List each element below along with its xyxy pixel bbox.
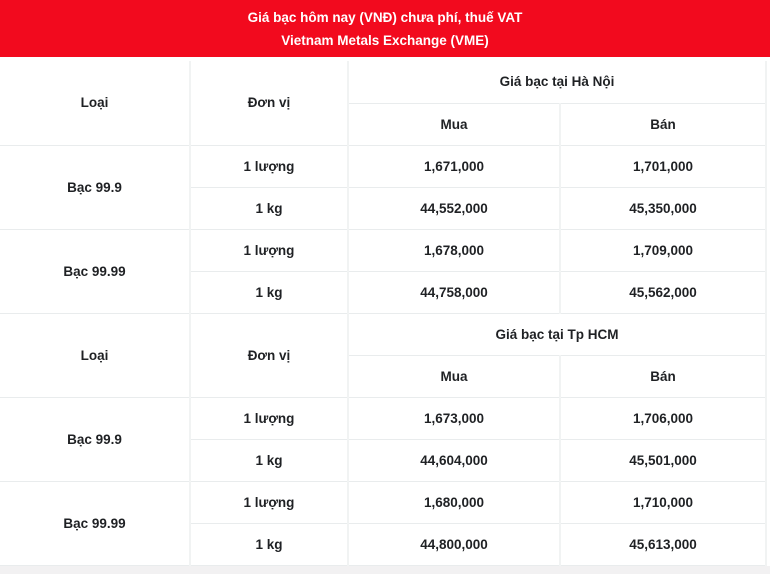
cell-sell-price: 1,701,000 bbox=[560, 145, 766, 187]
cell-unit: 1 kg bbox=[190, 523, 348, 565]
cell-unit: 1 lượng bbox=[190, 481, 348, 523]
table-row bbox=[0, 313, 766, 355]
cell-type: Bạc 99.9 bbox=[0, 397, 190, 481]
cell-sell-price: 1,706,000 bbox=[560, 397, 766, 439]
table-row bbox=[0, 481, 766, 523]
col-header-ban: Bán bbox=[560, 355, 766, 397]
col-header-donvi: Đơn vị bbox=[190, 61, 348, 145]
col-header-loai: Loại bbox=[0, 61, 190, 145]
cell-type: Bạc 99.99 bbox=[0, 229, 190, 313]
table-row bbox=[0, 61, 766, 103]
cell-buy-price: 44,758,000 bbox=[348, 271, 560, 313]
col-header-donvi: Đơn vị bbox=[190, 313, 348, 397]
col-header-ban: Bán bbox=[560, 103, 766, 145]
col-header-mua: Mua bbox=[348, 355, 560, 397]
banner-title-line2: Vietnam Metals Exchange (VME) bbox=[281, 32, 489, 48]
cell-sell-price: 45,501,000 bbox=[560, 439, 766, 481]
market-header-hcm: Giá bạc tại Tp HCM bbox=[348, 313, 766, 355]
cell-unit: 1 kg bbox=[190, 439, 348, 481]
col-header-loai: Loại bbox=[0, 313, 190, 397]
cell-sell-price: 1,710,000 bbox=[560, 481, 766, 523]
silver-price-table bbox=[0, 61, 767, 566]
cell-unit: 1 lượng bbox=[190, 145, 348, 187]
cell-buy-price: 1,671,000 bbox=[348, 145, 560, 187]
table-row bbox=[0, 229, 766, 271]
cell-buy-price: 1,673,000 bbox=[348, 397, 560, 439]
cell-type: Bạc 99.9 bbox=[0, 145, 190, 229]
table-row bbox=[0, 397, 766, 439]
cell-buy-price: 44,800,000 bbox=[348, 523, 560, 565]
cell-unit: 1 kg bbox=[190, 187, 348, 229]
cell-sell-price: 45,562,000 bbox=[560, 271, 766, 313]
cell-unit: 1 lượng bbox=[190, 229, 348, 271]
cell-buy-price: 44,552,000 bbox=[348, 187, 560, 229]
cell-sell-price: 45,613,000 bbox=[560, 523, 766, 565]
cell-unit: 1 lượng bbox=[190, 397, 348, 439]
banner-title-line1: Giá bạc hôm nay (VNĐ) chưa phí, thuế VAT bbox=[247, 9, 523, 25]
cell-type: Bạc 99.99 bbox=[0, 481, 190, 565]
table-row bbox=[0, 145, 766, 187]
cell-buy-price: 1,678,000 bbox=[348, 229, 560, 271]
cell-sell-price: 45,350,000 bbox=[560, 187, 766, 229]
page-banner bbox=[0, 0, 770, 57]
cell-buy-price: 44,604,000 bbox=[348, 439, 560, 481]
cell-sell-price: 1,709,000 bbox=[560, 229, 766, 271]
cell-buy-price: 1,680,000 bbox=[348, 481, 560, 523]
market-header-hanoi: Giá bạc tại Hà Nội bbox=[348, 61, 766, 103]
page-bottom-strip bbox=[0, 566, 770, 574]
col-header-mua: Mua bbox=[348, 103, 560, 145]
cell-unit: 1 kg bbox=[190, 271, 348, 313]
